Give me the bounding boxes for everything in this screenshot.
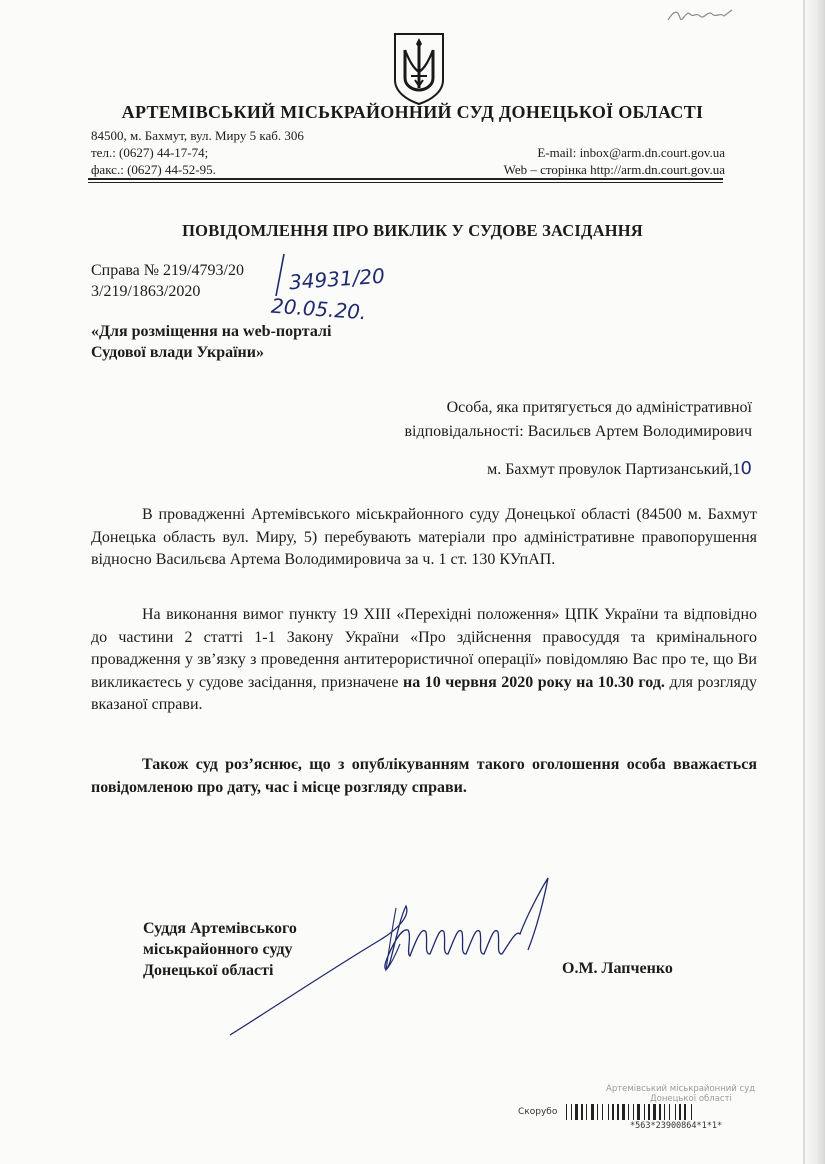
- court-fax: факс.: (0627) 44-52-95.: [91, 162, 216, 177]
- judge-title-line1: Суддя Артемівського: [143, 920, 297, 937]
- judge-title-line3: Донецької області: [143, 962, 274, 979]
- recipient-address-text: м. Бахмут провулок Партизанський,1: [487, 461, 741, 478]
- stamp-line1: Артемівський міськрайонний суд: [606, 1084, 756, 1094]
- judge-title-line2: міськрайонного суду: [143, 941, 293, 958]
- paragraph2-text-end: для розгляду вказаної справи.: [91, 673, 758, 713]
- page-edge-shadow: [803, 0, 825, 1164]
- handwritten-date: 20.05.20.: [270, 293, 368, 325]
- case-number: Справа № 219/4793/20: [91, 262, 244, 279]
- judge-name: О.М. Лапченко: [562, 960, 673, 977]
- recipient-line1: Особа, яка притягується до адміністративної: [446, 399, 752, 416]
- recipient-address: [487, 458, 752, 479]
- court-name: АРТЕМІВСЬКИЙ МІСЬКРАЙОННИЙ СУД ДОНЕЦЬКОЇ ОБЛАСТІ: [121, 102, 704, 122]
- barcode-number: *563*23900864*1*1*: [630, 1121, 723, 1131]
- proceeding-number: 3/219/1863/2020: [91, 283, 201, 300]
- court-email: E-mail: inbox@arm.dn.court.gov.ua: [537, 145, 725, 160]
- handwritten-registration-number: 34931/20: [288, 263, 386, 295]
- hearing-date-time: на 10 червня 2020 року на 10.30 год.: [402, 673, 665, 691]
- portal-note-line1: «Для розміщення на web-порталі: [91, 323, 332, 340]
- scan-label: Скорубо: [518, 1107, 558, 1117]
- trident-emblem-icon: [391, 30, 447, 106]
- recipient-line2: відповідальності: Васильєв Артем Володимирович: [404, 423, 752, 440]
- corner-scribble-icon: [666, 4, 736, 26]
- header-divider-thin: [88, 182, 723, 183]
- paragraph3-text: Також суд роз’яснює, що з опублікуванням такого оголошення особа вважається повідомленою про дату, час і місце розгляду справи.: [91, 756, 757, 796]
- body-paragraph-1: [91, 504, 757, 572]
- stamp-line2: Донецької області: [650, 1094, 732, 1104]
- court-website: Web – сторінка http://arm.dn.court.gov.ua: [503, 162, 725, 177]
- body-paragraph-2: [91, 604, 757, 717]
- court-address: 84500, м. Бахмут, вул. Миру 5 каб. 306: [91, 128, 304, 143]
- header-divider: [88, 178, 723, 180]
- document-title: ПОВІДОМЛЕННЯ ПРО ВИКЛИК У СУДОВЕ ЗАСІДАННЯ: [182, 221, 643, 240]
- handwritten-signature: [210, 870, 570, 1040]
- court-stamp: [606, 1084, 755, 1104]
- paragraph1-text: В провадженні Артемівського міськрайонного суду Донецької області (84500 м. Бахмут Донецька область вул. Миру, 5) перебувають матеріали про адміністративне правопорушення відносно Васильєва Артема Володимировича за ч. 1 ст. 130 КУпАП.: [91, 506, 757, 568]
- court-phone: тел.: (0627) 44-17-74;: [91, 145, 209, 160]
- paragraph2-text-start: На виконання вимог пункту 19 XIII «Перехідні положення» ЦПК України та відповідно до частини 2 статті 1-1 Закону України «Про здійснення правосуддя та кримінального провадження у зв’язку з проведення антитерористичної операції» повідомляю Вас про те, що Ви викликаєтесь у судове засідання, призначене: [91, 606, 757, 691]
- body-paragraph-3: [91, 754, 757, 799]
- handwritten-house-digit: 0: [740, 458, 752, 479]
- portal-note-line2: Судової влади України»: [91, 344, 264, 361]
- barcode-icon: [566, 1104, 798, 1120]
